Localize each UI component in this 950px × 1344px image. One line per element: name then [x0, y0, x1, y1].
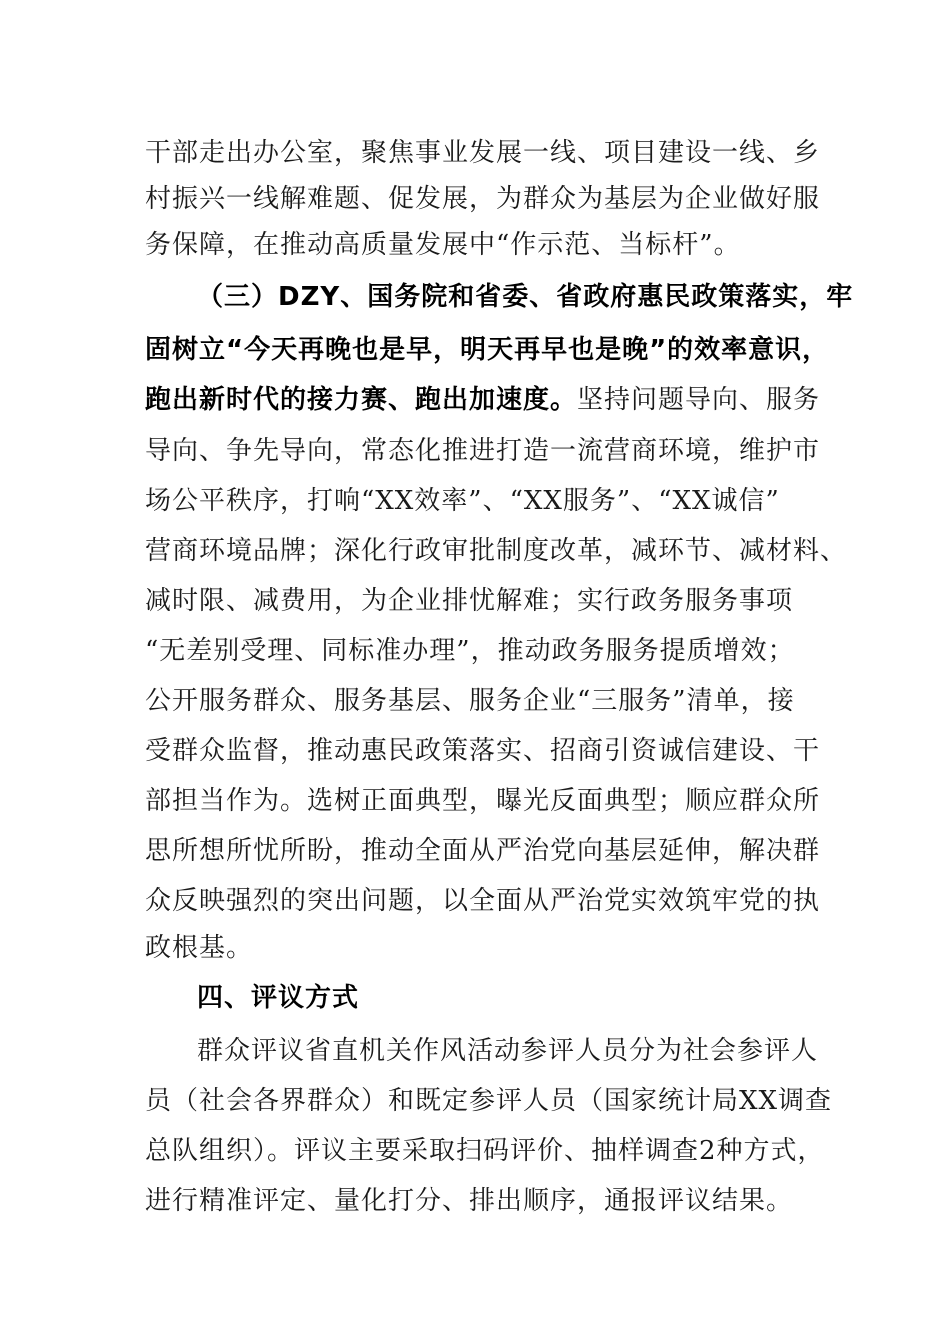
body-text-line: 干部走出办公室，聚焦事业发展一线、项目建设一线、乡 — [145, 138, 821, 168]
section-heading-line: （三）DZY、国务院和省委、省政府惠民政策落实，牢 — [197, 282, 854, 312]
body-text-line: 受群众监督，推动惠民政策落实、招商引资诚信建设、干 — [145, 736, 821, 766]
body-text-span: 坚持问题导向、服务 — [577, 385, 821, 415]
body-text-line: 员（社会各界群众）和既定参评人员（国家统计局XX调查 — [145, 1086, 833, 1116]
body-text-line: 进行精准评定、量化打分、排出顺序，通报评议结果。 — [145, 1186, 794, 1216]
section-heading-tail: 跑出新时代的接力赛、跑出加速度。 — [145, 385, 578, 415]
body-text-line: 众反映强烈的突出问题，以全面从严治党实效筑牢党的执 — [145, 886, 821, 916]
body-text-line: 总队组织）。评议主要采取扫码评价、抽样调查2种方式， — [145, 1136, 825, 1166]
section-heading-line: 固树立“今天再晚也是早，明天再早也是晚”的效率意识， — [145, 335, 830, 365]
body-text-line: 营商环境品牌；深化行政审批制度改革，减环节、减材料、 — [145, 536, 848, 566]
body-text-line: 导向、争先导向，常态化推进打造一流营商环境，维护市 — [145, 436, 821, 466]
body-text-line: “无差别受理、同标准办理”，推动政务服务提质增效； — [145, 636, 795, 666]
body-text-line: 群众评议省直机关作风活动参评人员分为社会参评人 — [197, 1036, 819, 1066]
body-text-line: 村振兴一线解难题、促发展，为群众为基层为企业做好服 — [145, 184, 821, 214]
body-text-line: 务保障，在推动高质量发展中“作示范、当标杆”。 — [145, 230, 741, 260]
body-text-line: 公开服务群众、服务基层、服务企业“三服务”清单，接 — [145, 686, 795, 716]
body-text-line: 部担当作为。选树正面典型，曝光反面典型；顺应群众所 — [145, 786, 821, 816]
body-text-line: 思所想所忧所盼，推动全面从严治党向基层延伸，解决群 — [145, 836, 821, 866]
section-heading: 四、评议方式 — [197, 983, 360, 1013]
body-text-line: 减时限、减费用，为企业排忧解难；实行政务服务事项 — [145, 586, 794, 616]
body-text-line: 场公平秩序，打响“XX效率”、“XX服务”、“XX诚信” — [145, 486, 780, 516]
body-text-line: 政根基。 — [145, 933, 254, 963]
mixed-text-line — [145, 385, 821, 415]
